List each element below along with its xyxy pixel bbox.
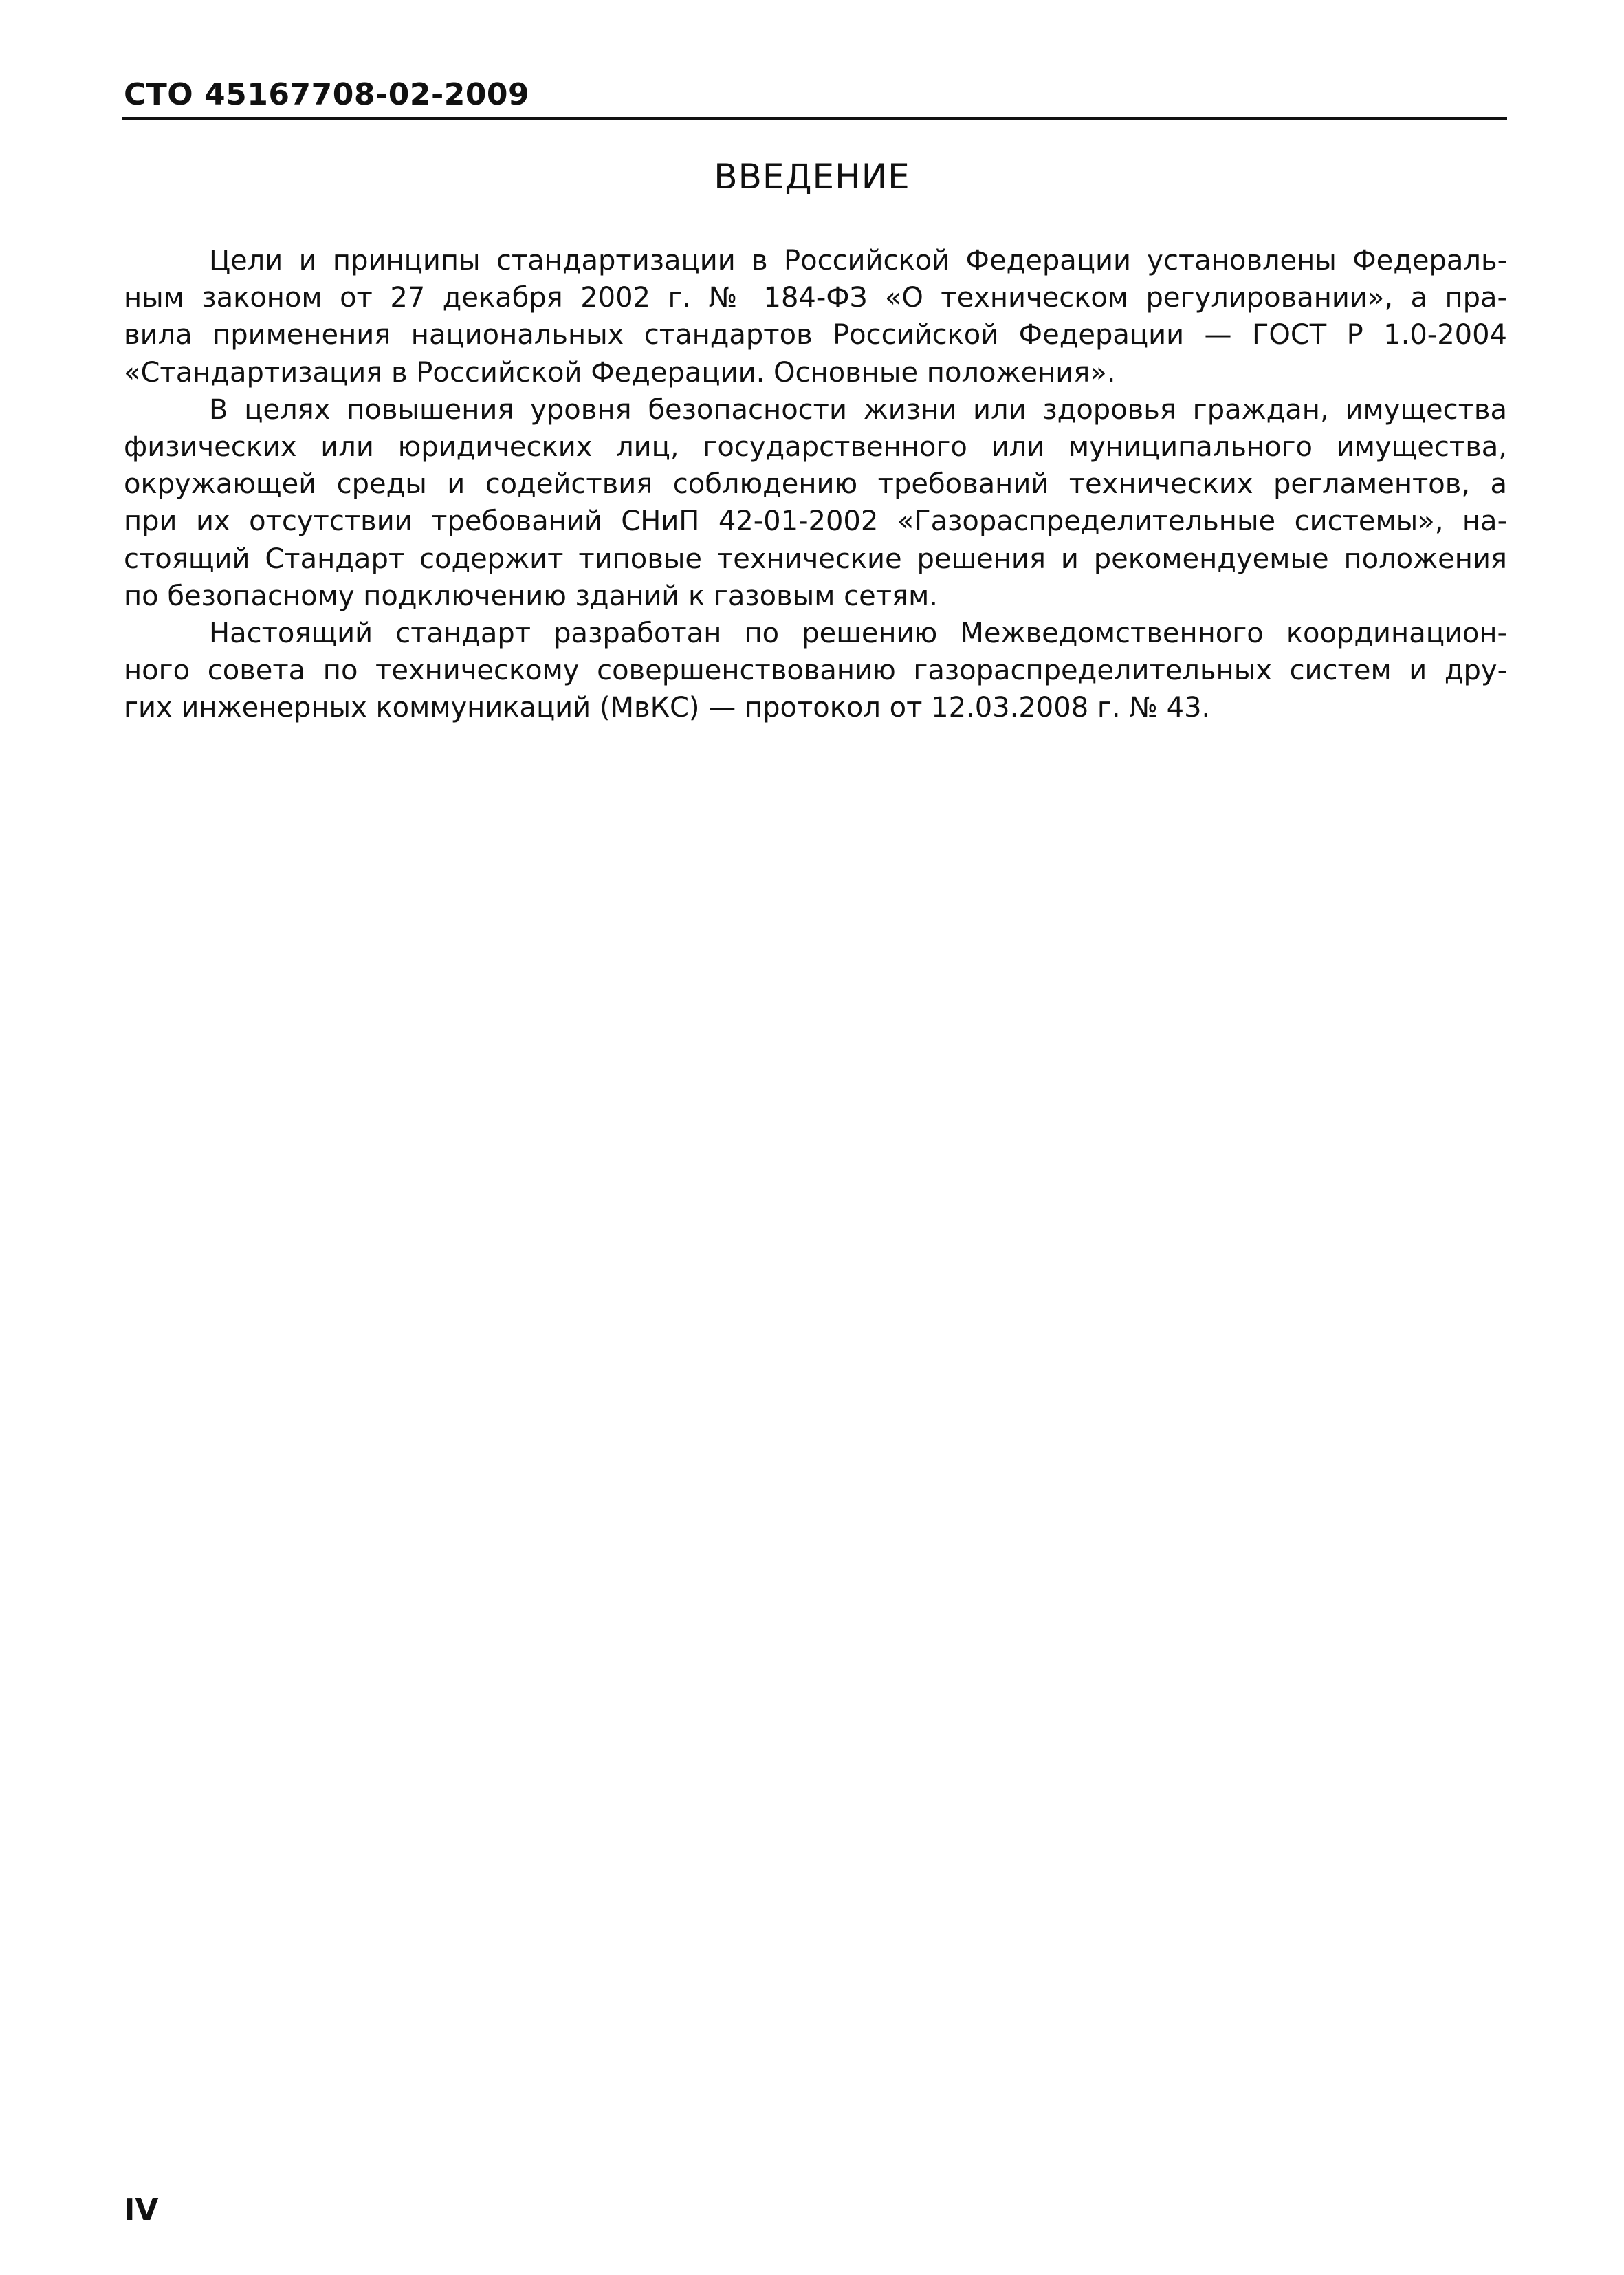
body-text	[124, 242, 1507, 727]
section-title: ВВЕДЕНИЕ	[714, 157, 910, 197]
paragraph-standardization-goals	[124, 242, 1507, 391]
text-line: по безопасному подключению зданий к газовым сетям.	[124, 580, 939, 612]
text-line: окружающей среды и содействия соблюдению требований технических регламентов, а	[124, 468, 1507, 501]
paragraph-safety-purpose	[124, 391, 1507, 615]
page-number: IV	[124, 2192, 159, 2228]
text-line: при их отсутствии требований СНиП 42-01-2002 «Газораспределительные системы», на-	[124, 505, 1507, 538]
text-line: Цели и принципы стандартизации в Российской Федерации установлены Федераль-	[209, 245, 1507, 276]
text-line: «Стандартизация в Российской Федерации. Основные положения».	[124, 356, 1116, 389]
text-line: ного совета по техническому совершенствованию газораспределительных систем и дру-	[124, 655, 1507, 687]
paragraph-development-basis	[124, 615, 1507, 727]
text-line: физических или юридических лиц, государственного или муниципального имущества,	[124, 431, 1507, 464]
text-line: стоящий Стандарт содержит типовые технические решения и рекомендуемые положения	[124, 543, 1507, 575]
text-line: вила применения национальных стандартов Российской Федерации — ГОСТ Р 1.0-2004	[124, 319, 1507, 351]
text-line: В целях повышения уровня безопасности жизни или здоровья граждан, имущества	[209, 393, 1507, 426]
text-line: ным законом от 27 декабря 2002 г. № 184-ФЗ «О техническом регулировании», а пра-	[124, 282, 1507, 314]
header-divider	[122, 117, 1507, 120]
text-line: гих инженерных коммуникаций (МвКС) — протокол от 12.03.2008 г. № 43.	[124, 692, 1211, 724]
standard-code: СТО 45167708-02-2009	[124, 77, 530, 112]
text-line: Настоящий стандарт разработан по решению Межведомственного координацион-	[209, 618, 1507, 650]
